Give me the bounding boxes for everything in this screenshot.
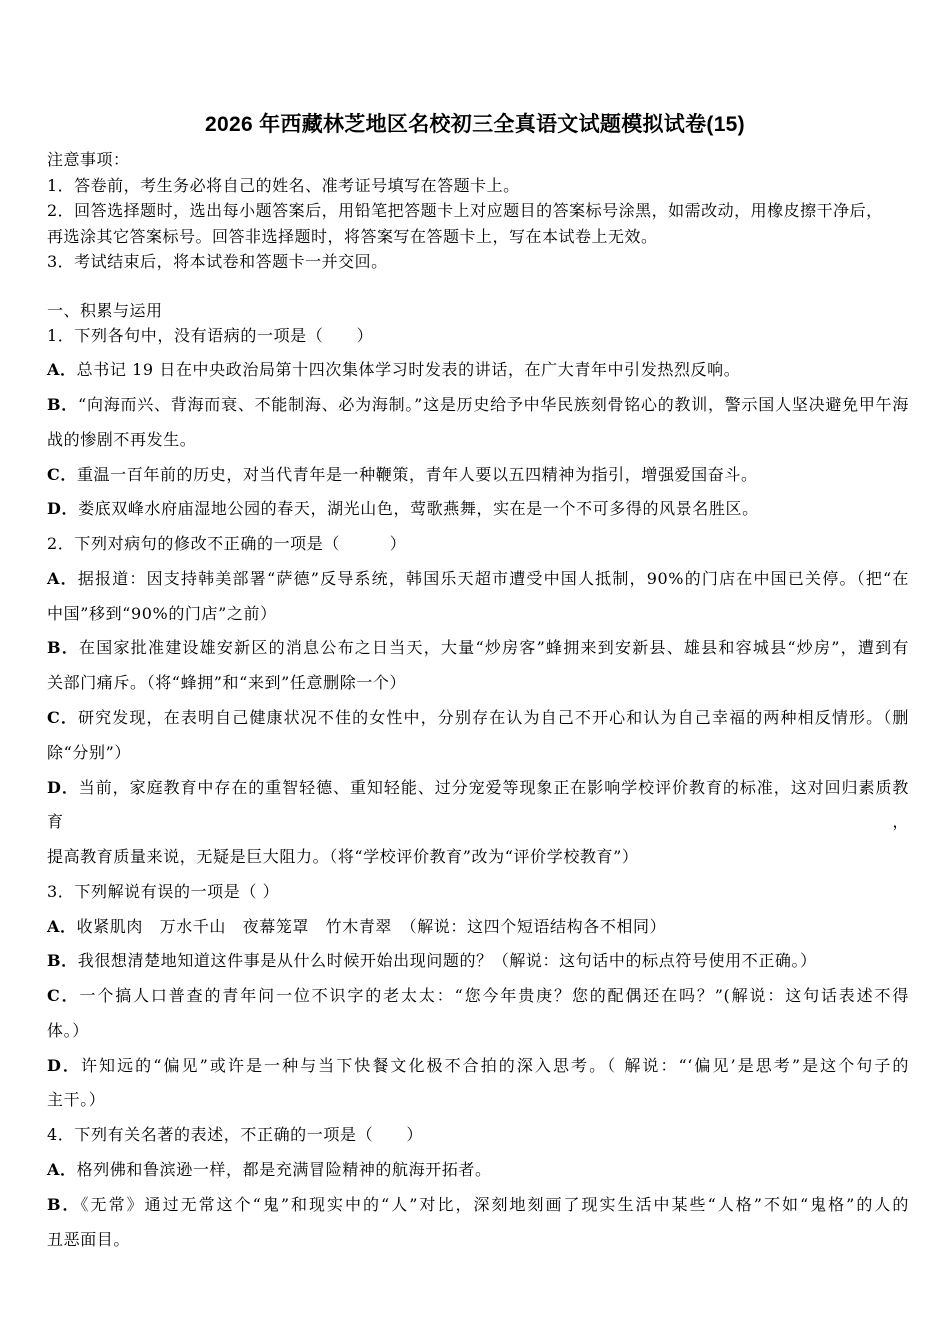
option-line xyxy=(47,979,909,1014)
option-label: A． xyxy=(47,568,78,588)
option-text: 体。） xyxy=(47,1020,89,1040)
option-text: 我很想清楚地知道这件事是从什么时候开始出现问题的？（解说：这句话中的标点符号使用不正确。） xyxy=(77,951,817,971)
page-title: 2026 年西藏林芝地区名校初三全真语文试题模拟试卷(15) xyxy=(205,113,745,136)
notice-heading: 注意事项： xyxy=(47,150,130,170)
question-1-option-b xyxy=(47,388,909,458)
question-1-option-c xyxy=(47,458,909,493)
option-line xyxy=(47,631,909,666)
notice-item-line: 2．回答选择题时，选出每小题答案后，用铅笔把答题卡上对应题目的答案标号涂黑，如需改动，用橡皮擦干净后， xyxy=(47,201,883,221)
option-text: 许知远的“偏见”或许是一种与当下快餐文化极不合拍的深入思考。（ 解说：“‘偏见’是思考”是这个句子的 xyxy=(81,1055,909,1075)
option-text: 除“分别”） xyxy=(47,742,131,762)
option-line xyxy=(47,1014,909,1049)
option-label: C． xyxy=(47,708,79,728)
option-line xyxy=(47,458,909,493)
option-line xyxy=(47,666,909,701)
question-4 xyxy=(47,1118,909,1257)
option-text: 当前，家庭教育中存在的重智轻德、重知轻能、过分宠爱等现象正在影响学校评价教育的标准，这对回归素质教育， xyxy=(47,777,909,832)
option-line xyxy=(47,1223,909,1258)
option-text: 主干。） xyxy=(47,1090,106,1110)
option-label: B． xyxy=(47,395,79,415)
notice-block xyxy=(47,147,913,275)
question-1-option-a xyxy=(47,353,909,388)
notice-item-line: 3．考试结束后，将本试卷和答题卡一并交回。 xyxy=(47,252,388,272)
option-text: 格列佛和鲁滨逊一样，都是充满冒险精神的航海开拓者。 xyxy=(76,1159,492,1179)
option-line xyxy=(47,1188,909,1223)
question-2-stem: 2．下列对病句的修改不正确的一项是（ ） xyxy=(47,534,407,554)
notice-items xyxy=(47,173,913,275)
option-label: A． xyxy=(47,916,77,936)
option-text: 战的惨剧不再发生。 xyxy=(47,429,197,449)
question-1 xyxy=(47,319,909,528)
question-2-option-a xyxy=(47,562,909,632)
option-line xyxy=(47,492,909,527)
option-line xyxy=(47,1153,909,1188)
option-label: C． xyxy=(47,464,77,484)
option-label: D． xyxy=(47,1055,81,1075)
question-4-option-b xyxy=(47,1188,909,1258)
option-line xyxy=(47,1083,909,1118)
option-label: B． xyxy=(47,638,79,658)
question-2-option-d xyxy=(47,771,909,875)
question-3-stem: 3．下列解说有误的一项是（ ） xyxy=(47,881,280,901)
option-text: 重温一百年前的历史，对当代青年是一种鞭策，青年人要以五四精神为指引，增强爱国奋斗。 xyxy=(76,464,758,484)
option-label: B． xyxy=(47,951,78,971)
option-text: “向海而兴、背海而衰、不能制海、必为海制。”这是历史给予中华民族刻骨铭心的教训，警示国人坚决避免甲午海 xyxy=(78,395,909,415)
option-line xyxy=(47,910,909,945)
option-text: 《无常》通过无常这个“鬼”和现实中的“人”对比，深刻地刻画了现实生活中某些“人格”不如“鬼格”的人的 xyxy=(80,1194,909,1214)
option-text: 中国”移到“90%的门店”之前） xyxy=(47,603,277,623)
notice-item-line: 1．答卷前，考生务必将自己的姓名、准考证号填写在答题卡上。 xyxy=(47,175,520,195)
question-3-option-c xyxy=(47,979,909,1049)
option-line xyxy=(47,771,909,841)
option-text: 研究发现，在表明自己健康状况不佳的女性中，分别存在认为自己不开心和认为自己幸福的两种相反情形。（删 xyxy=(78,708,910,728)
question-2-option-b xyxy=(47,631,909,701)
option-text: 一个搞人口普查的青年问一位不识字的老太太：“您今年贵庚？您的配偶还在吗？”(解说：这句话表述不得 xyxy=(79,986,910,1006)
option-text: 据报道：因支持韩美部署“萨德”反导系统，韩国乐天超市遭受中国人抵制，90%的门店在中国已关停。（把“在 xyxy=(77,568,909,588)
section-heading: 一、积累与运用 xyxy=(47,301,163,321)
notice-item-2 xyxy=(47,198,913,249)
option-text: 丑恶面目。 xyxy=(47,1229,131,1249)
option-label: A． xyxy=(47,360,77,380)
question-4-stem: 4．下列有关名著的表述，不正确的一项是（ ） xyxy=(47,1125,423,1145)
option-text: 在国家批准建设雄安新区的消息公布之日当天，大量“炒房客”蜂拥来到安新县、雄县和容城县“炒房”，遭到有 xyxy=(79,638,909,658)
notice-item-line: 再选涂其它答案标号。回答非选择题时，将答案写在答题卡上，写在本试卷上无效。 xyxy=(47,226,658,246)
option-line xyxy=(47,388,909,423)
question-2 xyxy=(47,527,909,875)
question-3-option-b xyxy=(47,944,909,979)
option-line xyxy=(47,562,909,597)
option-label: A． xyxy=(47,1159,77,1179)
option-label: D． xyxy=(47,499,79,519)
option-line xyxy=(47,944,909,979)
option-line xyxy=(47,701,909,736)
option-label: C． xyxy=(47,986,80,1006)
option-line xyxy=(47,597,909,632)
option-text: 娄底双峰水府庙湿地公园的春天，湖光山色，莺歌燕舞，实在是一个不可多得的风景名胜区。 xyxy=(78,499,759,519)
question-2-option-c xyxy=(47,701,909,771)
option-label: B． xyxy=(47,1194,81,1214)
notice-item-1 xyxy=(47,173,913,199)
question-list xyxy=(47,319,909,1258)
question-4-option-a xyxy=(47,1153,909,1188)
option-label: D． xyxy=(47,777,79,797)
option-line xyxy=(47,736,909,771)
option-text: 关部门痛斥。（将“蜂拥”和“来到”任意删除一个） xyxy=(47,673,407,693)
question-1-stem: 1．下列各句中，没有语病的一项是（ ） xyxy=(47,325,374,345)
option-text: 收紧肌肉 万水千山 夜幕笼罩 竹木青翠 （解说：这四个短语结构各不相同） xyxy=(76,916,667,936)
question-1-option-d xyxy=(47,492,909,527)
question-3-option-a xyxy=(47,910,909,945)
option-line xyxy=(47,1049,909,1084)
question-3-option-d xyxy=(47,1049,909,1119)
question-3 xyxy=(47,875,909,1118)
option-text: 总书记 19 日在中央政治局第十四次集体学习时发表的讲话，在广大青年中引发热烈反响。 xyxy=(76,360,741,380)
notice-item-3 xyxy=(47,249,913,275)
option-line xyxy=(47,423,909,458)
option-line xyxy=(47,353,909,388)
option-text: 提高教育质量来说，无疑是巨大阻力。（将“学校评价教育”改为“评价学校教育”） xyxy=(47,847,639,867)
option-line xyxy=(47,840,909,875)
